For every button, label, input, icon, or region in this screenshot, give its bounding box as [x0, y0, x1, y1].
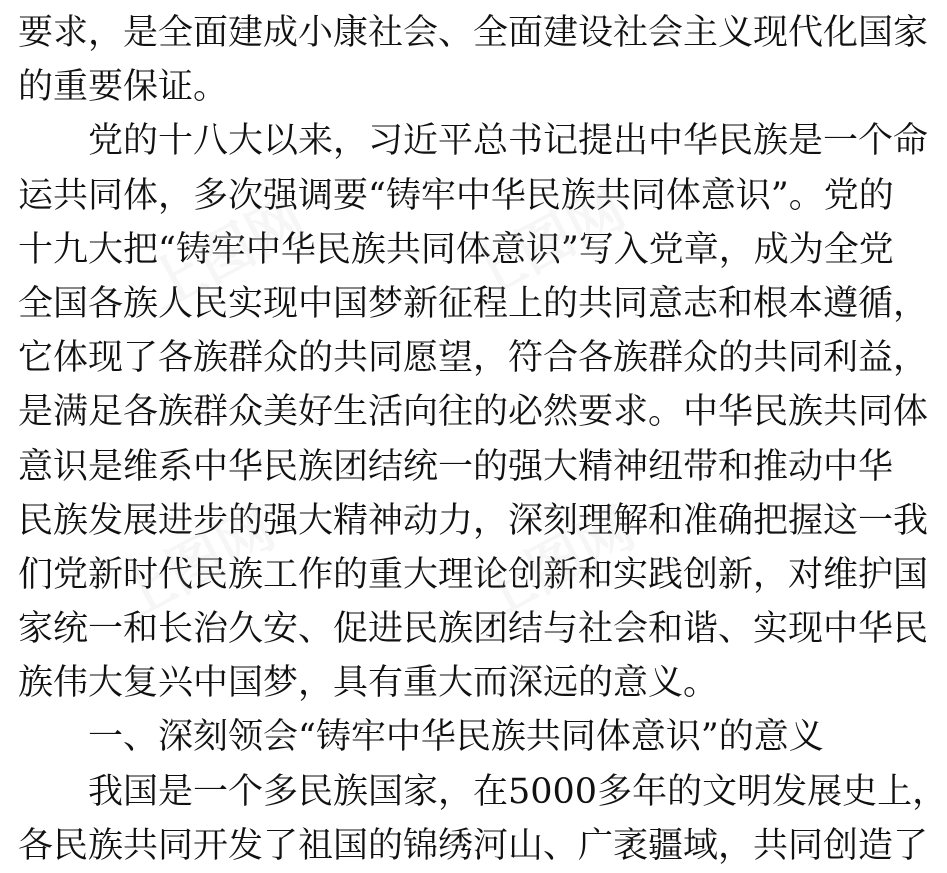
text-line: 十九大把“铸牢中华民族共同体意识”写入党章，成为全党	[18, 229, 894, 270]
text-line: 全国各族人民实现中国梦新征程上的共同意志和根本遵循，	[18, 283, 929, 324]
watermark: 上图网	[106, 495, 286, 633]
text-line: 要求，是全面建成小康社会、全面建设社会主义现代化国家	[18, 13, 929, 53]
text-line: 它体现了各族群众的共同愿望，符合各族群众的共同利益，	[18, 338, 929, 379]
text-line: 意识是维系中华民族团结统一的强大精神纽带和推动中华	[18, 446, 894, 487]
text-line: 家统一和长治久安、促进民族团结与社会和谐、实现中华民	[18, 609, 929, 650]
text-line: 运共同体，多次强调要“铸牢中华民族共同体意识”。党的	[18, 175, 894, 216]
paragraph-first-line: 党的十八大以来，习近平总书记提出中华民族是一个命	[88, 121, 929, 162]
text-line: 是满足各族群众美好生活向往的必然要求。中华民族共同体	[18, 392, 929, 433]
text-line: 们党新时代民族工作的重大理论创新和实践创新，对维护国	[18, 554, 929, 595]
watermark: 上图网	[136, 185, 316, 323]
text-line: 族伟大复兴中国梦，具有重大而深远的意义。	[18, 663, 719, 704]
text-line: 各民族共同开发了祖国的锦绣河山、广袤疆域，共同创造了	[18, 825, 929, 866]
paragraph-first-line: 我国是一个多民族国家，在5000多年的文明发展史上，	[88, 771, 947, 812]
watermark: 上图网	[456, 175, 636, 313]
document-body	[18, 6, 947, 873]
watermark: 上图网	[466, 495, 646, 633]
text-line: 的重要保证。	[18, 67, 229, 108]
text-line: 民族发展进步的强大精神动力，深刻理解和准确把握这一我	[18, 500, 929, 541]
section-heading: 一、深刻领会“铸牢中华民族共同体意识”的意义	[88, 717, 824, 758]
